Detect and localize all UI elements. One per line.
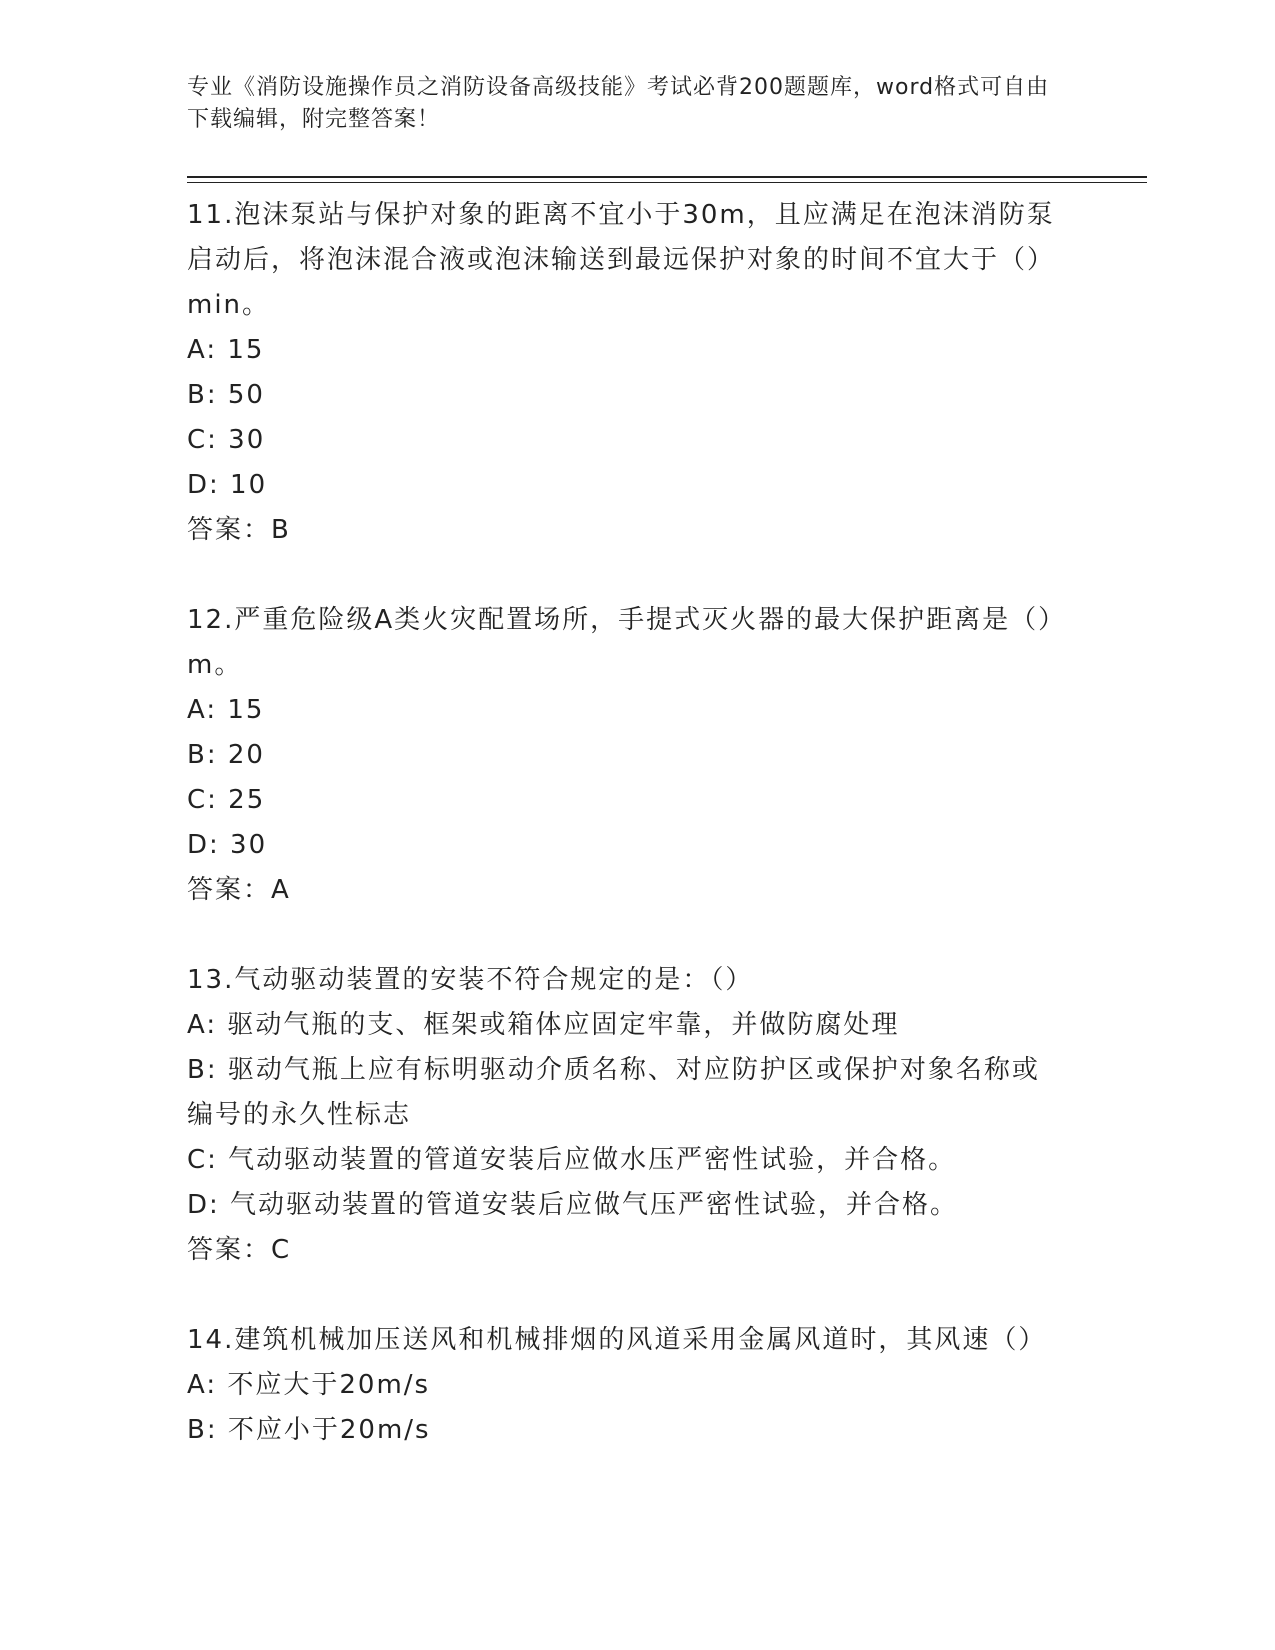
question-text: 12.严重危险级A类火灾配置场所，手提式灭火器的最大保护距离是（）m。 [187, 605, 1067, 680]
question-text: 11.泡沫泵站与保护对象的距离不宜小于30m，且应满足在泡沫消防泵启动后，将泡沫混合液或泡沫输送到最远保护对象的时间不宜大于（）min。 [187, 200, 1056, 320]
option-a: A: 不应大于20m/s [187, 1370, 431, 1400]
option-d: D: 30 [187, 830, 268, 860]
question-12 [187, 598, 1147, 913]
question-13 [187, 958, 1147, 1273]
header-divider [187, 176, 1147, 183]
option-b: B: 驱动气瓶上应有标明驱动介质名称、对应防护区或保护对象名称或编号的永久性标志 [187, 1055, 1040, 1130]
option-b: B: 50 [187, 380, 265, 410]
spacer [187, 1273, 1147, 1318]
option-b: B: 20 [187, 740, 265, 770]
option-c: C: 25 [187, 785, 266, 815]
option-a: A: 15 [187, 695, 265, 725]
answer-line: 答案：B [187, 515, 291, 545]
option-d: D: 10 [187, 470, 268, 500]
document-header: 专业《消防设施操作员之消防设备高级技能》考试必背200题题库，word格式可自由下载编辑，附完整答案！ [187, 75, 1050, 132]
question-text: 13.气动驱动装置的安装不符合规定的是：（） [187, 965, 754, 995]
option-a: A: 15 [187, 335, 265, 365]
question-14 [187, 1318, 1147, 1453]
question-11 [187, 193, 1147, 553]
option-d: D: 气动驱动装置的管道安装后应做气压严密性试验，并合格。 [187, 1190, 959, 1220]
option-c: C: 30 [187, 425, 266, 455]
spacer [187, 913, 1147, 958]
option-c: C: 气动驱动装置的管道安装后应做水压严密性试验，并合格。 [187, 1145, 957, 1175]
option-a: A: 驱动气瓶的支、框架或箱体应固定牢靠，并做防腐处理 [187, 1010, 900, 1040]
spacer [187, 553, 1147, 598]
document-page [187, 72, 1147, 1453]
answer-line: 答案：A [187, 875, 291, 905]
option-b: B: 不应小于20m/s [187, 1415, 431, 1445]
question-text: 14.建筑机械加压送风和机械排烟的风道采用金属风道时，其风速（） [187, 1325, 1047, 1355]
answer-line: 答案：C [187, 1235, 292, 1265]
